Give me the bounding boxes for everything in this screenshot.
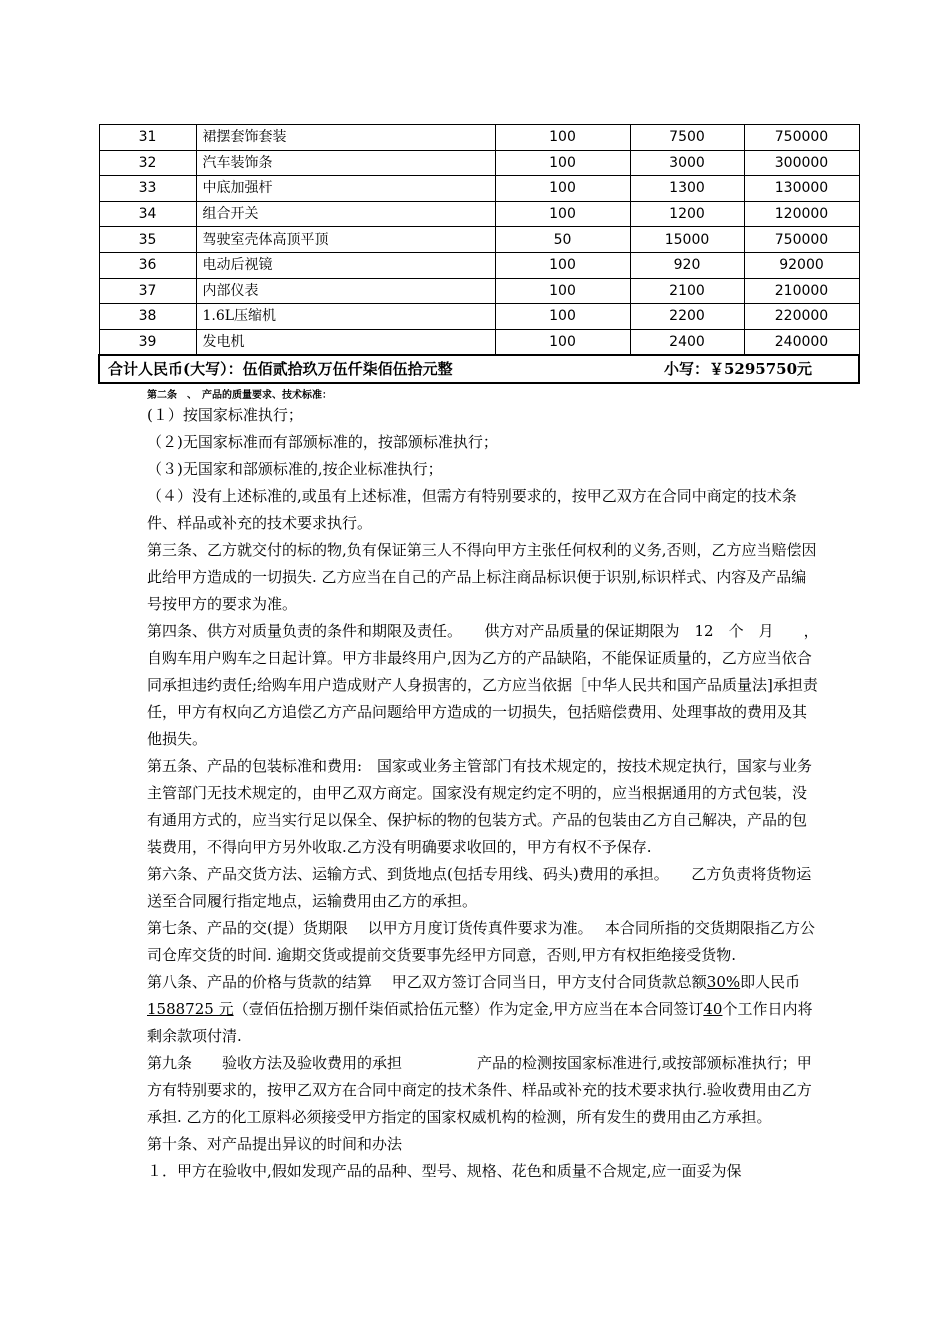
- para-4: （４）没有上述标准的,或虽有上述标准，但需方有特别要求的，按甲乙双方在合同中商定的技术条件、样品或补充的技术要求执行。: [147, 487, 797, 532]
- item-no: 39: [99, 329, 196, 355]
- item-no: 35: [99, 227, 196, 253]
- item-qty: 50: [495, 227, 630, 253]
- para-2: （２)无国家标准而有部颁标准的，按部颁标准执行；: [147, 433, 498, 451]
- contract-body: [147, 402, 819, 1185]
- para-10-c: （壹佰伍拾捌万捌仟柒佰贰拾伍元整）作为定金,甲方应当在本合同签订: [233, 1000, 704, 1018]
- item-price: 1300: [630, 176, 744, 202]
- table-row: [99, 252, 859, 278]
- deposit-percent: 30%: [706, 973, 741, 991]
- item-price: 1200: [630, 201, 744, 227]
- item-no: 36: [99, 252, 196, 278]
- item-price: 2400: [630, 329, 744, 355]
- total-upper: 合计人民币(大写）：伍佰贰拾玖万伍仟柒佰伍拾元整: [108, 360, 453, 379]
- table-row: [99, 278, 859, 304]
- item-price: 920: [630, 252, 744, 278]
- item-price: 2100: [630, 278, 744, 304]
- table-row: [99, 227, 859, 253]
- para-9: 第七条、产品的交(提）货期限 以甲方月度订货传真件要求为准。 本合同所指的交货期限指乙方公司仓库交货的时间. 逾期交货或提前交货要事先经甲方同意，否则,甲方有权拒绝接受货物.: [147, 919, 815, 964]
- item-amount: 750000: [744, 125, 859, 151]
- total-cell: [99, 355, 859, 383]
- item-qty: 100: [495, 252, 630, 278]
- item-qty: 100: [495, 176, 630, 202]
- item-no: 38: [99, 304, 196, 330]
- para-12: 第十条、对产品提出异议的时间和办法: [147, 1135, 403, 1153]
- para-10-d: 个工作日内将剩余款项付清.: [147, 1000, 813, 1045]
- item-name: 汽车装饰条: [196, 150, 495, 176]
- para-10: [147, 969, 819, 1050]
- para-8: 第六条、产品交货方法、运输方式、到货地点(包括专用线、码头)费用的承担。 乙方负责将货物运送至合同履行指定地点，运输费用由乙方的承担。: [147, 865, 812, 910]
- item-price: 15000: [630, 227, 744, 253]
- deposit-amount: 1588725 元: [147, 1000, 234, 1018]
- item-name: 1.6L压缩机: [196, 304, 495, 330]
- para-1: (１）按国家标准执行；: [147, 406, 303, 424]
- item-no: 34: [99, 201, 196, 227]
- item-name: 电动后视镜: [196, 252, 495, 278]
- table-row: [99, 150, 859, 176]
- para-10-a: 第八条、产品的价格与货款的结算 甲乙双方签订合同当日，甲方支付合同货款总额: [147, 973, 707, 991]
- para-7: 第五条、产品的包装标准和费用: 国家或业务主管部门有技术规定的，按技术规定执行，国家与业务主管部门无技术规定的，由甲乙双方商定。国家没有规定约定不明的，应当根据通用的方式包装，没有通用方式的，应当实行足以保全、保护标的物的包装方式。产品的包装由乙方自己解决，产品的包装费用，不得向甲方另外收取.乙方没有明确要求收回的，甲方有权不予保存.: [147, 757, 813, 856]
- total-row: [99, 355, 859, 383]
- item-amount: 240000: [744, 329, 859, 355]
- item-qty: 100: [495, 278, 630, 304]
- item-amount: 750000: [744, 227, 859, 253]
- table-row: [99, 201, 859, 227]
- item-qty: 100: [495, 201, 630, 227]
- item-price: 7500: [630, 125, 744, 151]
- table-row: [99, 176, 859, 202]
- item-no: 33: [99, 176, 196, 202]
- items-table: [98, 124, 860, 384]
- item-qty: 100: [495, 329, 630, 355]
- item-price: 2200: [630, 304, 744, 330]
- table-row: [99, 329, 859, 355]
- payment-days: 40: [703, 1000, 723, 1018]
- item-amount: 92000: [744, 252, 859, 278]
- item-qty: 100: [495, 304, 630, 330]
- para-11: 第九条 验收方法及验收费用的承担 产品的检测按国家标准进行,或按部颁标准执行；甲方有特别要求的，按甲乙双方在合同中商定的技术条件、样品或补充的技术要求执行.验收费用由乙方承担. 乙方的化工原料必须接受甲方指定的国家权威机构的检测，所有发生的费用由乙方承担。: [147, 1054, 812, 1126]
- item-qty: 100: [495, 125, 630, 151]
- item-amount: 210000: [744, 278, 859, 304]
- item-name: 发电机: [196, 329, 495, 355]
- table-row: [99, 125, 859, 151]
- para-10-b: 即人民币: [740, 973, 801, 991]
- item-name: 组合开关: [196, 201, 495, 227]
- item-name: 中底加强杆: [196, 176, 495, 202]
- item-qty: 100: [495, 150, 630, 176]
- item-price: 3000: [630, 150, 744, 176]
- item-name: 内部仪表: [196, 278, 495, 304]
- items-table-body: [99, 125, 859, 356]
- item-name: 驾驶室壳体高顶平顶: [196, 227, 495, 253]
- para-5: 第三条、乙方就交付的标的物,负有保证第三人不得向甲方主张任何权利的义务,否则，乙方应当赔偿因此给甲方造成的一切损失. 乙方应当在自己的产品上标注商品标识便于识别,标识样式、内容及产品编号按甲方的要求为准。: [147, 541, 817, 613]
- para-3: （３)无国家和部颁标准的,按企业标准执行；: [147, 460, 443, 478]
- item-amount: 220000: [744, 304, 859, 330]
- item-no: 32: [99, 150, 196, 176]
- total-lower: 小写：￥5295750元: [664, 360, 813, 379]
- item-no: 37: [99, 278, 196, 304]
- para-6: 第四条、供方对质量负责的条件和期限及责任。 供方对产品质量的保证期限为 12 个 月 ，自购车用户购车之日起计算。甲方非最终用户,因为乙方的产品缺陷，不能保证质量的，乙方应当依合同承担违约责任;给购车用户造成财产人身损害的，乙方应当依据［中华人民共和国产品质量法]承担责任，甲方有权向乙方追偿乙方产品问题给甲方造成的一切损失，包括赔偿费用、处理事故的费用及其他损失。: [147, 622, 819, 748]
- clause2-heading: 第二条 、 产品的质量要求、技术标准：: [147, 390, 332, 401]
- item-amount: 130000: [744, 176, 859, 202]
- item-amount: 300000: [744, 150, 859, 176]
- para-13: １．甲方在验收中,假如发现产品的品种、型号、规格、花色和质量不合规定,应一面妥为保: [147, 1162, 742, 1180]
- table-row: [99, 304, 859, 330]
- item-no: 31: [99, 125, 196, 151]
- item-name: 裙摆套饰套装: [196, 125, 495, 151]
- item-amount: 120000: [744, 201, 859, 227]
